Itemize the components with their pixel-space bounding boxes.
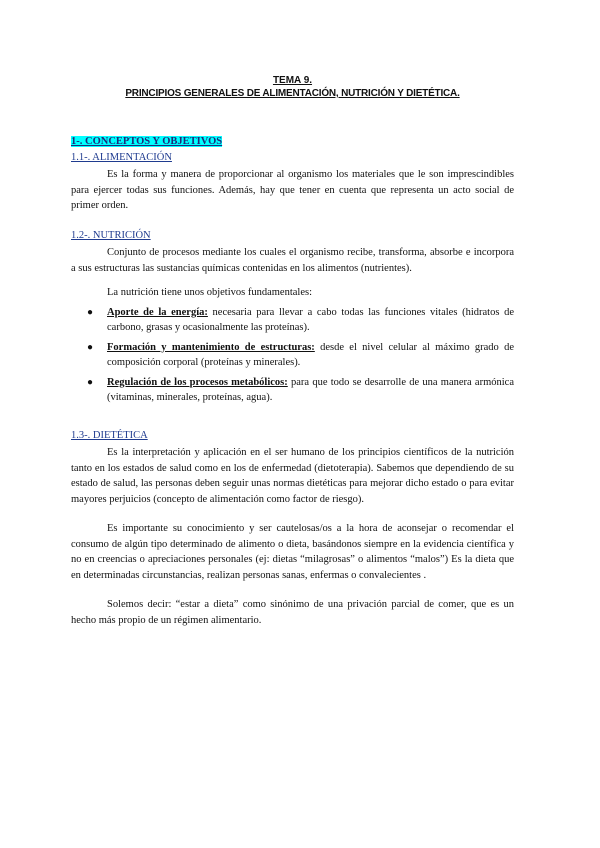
objective-text: para que todo se desarrolle de una manera armónica (vitaminas, minerales, proteínas, agua). (107, 376, 514, 403)
objective-text: necesaria para llevar a cabo todas las funciones vitales (hidratos de carbono, grasas y ocasionalmente las proteínas). (107, 306, 514, 333)
objectives-list (71, 305, 514, 406)
subsection-heading-dietetica: 1.3-. DIETÉTICA (71, 429, 148, 441)
document-page (71, 74, 514, 628)
list-item (71, 340, 514, 371)
objective-text: desde el nivel celular al máximo grado de composición corporal (proteínas y minerales). (107, 341, 514, 368)
dietetica-paragraph-2: Es importante su conocimiento y ser cautelosas/os a la hora de aconsejar o recomendar el consumo de algún tipo determinado de alimento o dieta, basándonos siempre en la evidencia científica y no en creencias o apreciaciones personales (ej: dietas “milagrosas” o alimentos “malos”) Es la dieta que en determinadas circunstancias, realizan personas sanas, enfermas o convalecientes . (71, 523, 514, 581)
bullet-icon: ● (87, 306, 94, 318)
nutricion-paragraph: Conjunto de procesos mediante los cuales el organismo recibe, transforma, absorbe e incorpora a sus estructuras las sustancias químicas contenidas en los alimentos (nutrientes). (71, 247, 514, 274)
list-item (71, 375, 514, 406)
subsection-heading-alimentacion: 1.1-. ALIMENTACIÓN (71, 151, 172, 163)
alimentacion-paragraph: Es la forma y manera de proporcionar al organismo los materiales que le son imprescindibles para ejercer todas sus funciones. Además, hay que tener en cuenta que representa un acto social de primer orden. (71, 169, 514, 211)
objective-bold: Formación y mantenimiento de estructuras: (107, 341, 315, 353)
section-heading-conceptos: 1-. CONCEPTOS Y OBJETIVOS (71, 136, 223, 147)
nutricion-objectives-intro: La nutrición tiene unos objetivos fundamentales: (107, 287, 312, 298)
document-title (71, 74, 514, 100)
list-item (71, 305, 514, 336)
dietetica-paragraph-3: Solemos decir: “estar a dieta” como sinónimo de una privación parcial de comer, que es un hecho más propio de un régimen alimentario. (71, 599, 514, 626)
tema-number: TEMA 9. (272, 75, 313, 86)
objective-bold: Regulación de los procesos metabólicos: (107, 376, 288, 388)
bullet-icon: ● (87, 341, 94, 353)
subsection-heading-nutricion: 1.2-. NUTRICIÓN (71, 229, 151, 241)
dietetica-paragraph-1: Es la interpretación y aplicación en el ser humano de los principios científicos de la nutrición tanto en los estados de salud como en los de enfermedad (dietoterapia). Sabemos que dependiendo de su estado de salud, las personas deben seguir unas normas dietéticas para mejorar dicho estado o para evitar mayores perjuicios (concepto de alimentación como factor de riesgo). (71, 447, 514, 505)
bullet-icon: ● (87, 376, 94, 388)
tema-title: PRINCIPIOS GENERALES DE ALIMENTACIÓN, NUTRICIÓN Y DIETÉTICA. (125, 88, 460, 99)
objective-bold: Aporte de la energía: (107, 306, 208, 318)
